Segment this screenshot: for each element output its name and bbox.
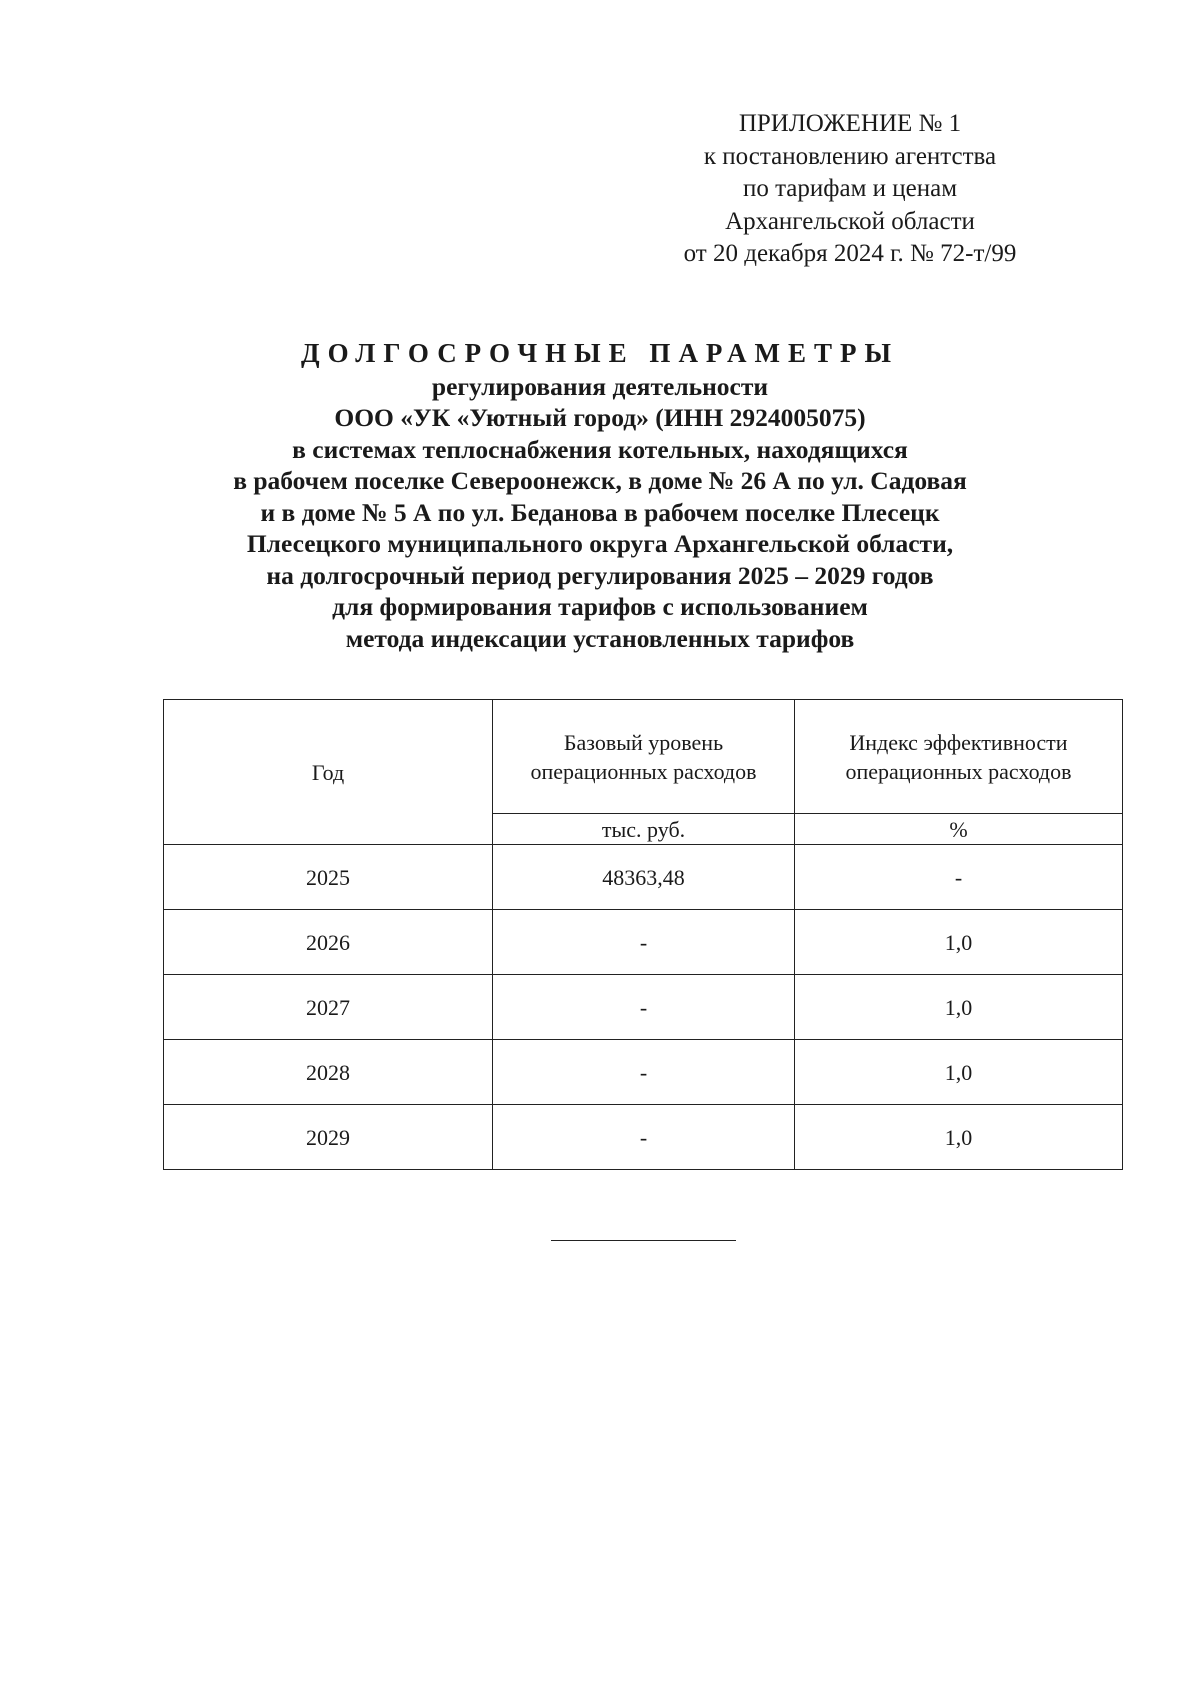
cell-base: - bbox=[493, 1040, 795, 1105]
page-title: ДОЛГОСРОЧНЫЕ ПАРАМЕТРЫ bbox=[301, 338, 899, 368]
table-row bbox=[164, 1040, 1123, 1105]
heading-line: метода индексации установленных тарифов bbox=[345, 623, 855, 653]
heading-line: на долгосрочный период регулирования 2025 – 2029 годов bbox=[266, 560, 934, 590]
appendix-agency: по тарифам и ценам bbox=[742, 175, 958, 202]
heading-line: в рабочем поселке Североонежск, в доме № 26 А по ул. Садовая bbox=[233, 466, 967, 495]
heading-line: регулирования деятельности bbox=[431, 371, 769, 401]
table-row bbox=[164, 1105, 1123, 1170]
appendix-number: ПРИЛОЖЕНИЕ № 1 bbox=[738, 110, 962, 137]
cell-index: 1,0 bbox=[795, 910, 1123, 975]
cell-base: - bbox=[493, 975, 795, 1040]
appendix-block bbox=[640, 108, 1060, 271]
appendix-date: от 20 декабря 2024 г. № 72-т/99 bbox=[683, 240, 1017, 267]
cell-base: 48363,48 bbox=[493, 845, 795, 910]
cell-index: - bbox=[795, 845, 1123, 910]
unit-base-level: тыс. руб. bbox=[493, 814, 795, 845]
cell-year: 2027 bbox=[164, 975, 493, 1040]
parameters-table-wrapper bbox=[163, 699, 1123, 1170]
header-efficiency-index: Индекс эффективности операционных расходов bbox=[795, 700, 1123, 814]
heading-line: Плесецкого муниципального округа Архангельской области, bbox=[246, 529, 954, 558]
cell-index: 1,0 bbox=[795, 975, 1123, 1040]
table-row bbox=[164, 845, 1123, 910]
parameters-table bbox=[163, 699, 1123, 1170]
cell-year: 2026 bbox=[164, 910, 493, 975]
header-year: Год bbox=[164, 700, 493, 845]
appendix-region: Архангельской области bbox=[725, 207, 975, 235]
cell-index: 1,0 bbox=[795, 1105, 1123, 1170]
cell-year: 2025 bbox=[164, 845, 493, 910]
cell-year: 2029 bbox=[164, 1105, 493, 1170]
cell-year: 2028 bbox=[164, 1040, 493, 1105]
table-row bbox=[164, 910, 1123, 975]
heading-line: для формирования тарифов с использованием bbox=[332, 592, 868, 621]
heading-line: ООО «УК «Уютный город» (ИНН 2924005075) bbox=[334, 403, 866, 432]
heading-line: и в доме № 5 А по ул. Беданова в рабочем поселке Плесецк bbox=[260, 497, 940, 527]
unit-index: % bbox=[795, 814, 1123, 845]
heading-line: в системах теплоснабжения котельных, находящихся bbox=[292, 434, 908, 464]
document-heading bbox=[150, 338, 1050, 654]
table-header-row bbox=[164, 700, 1123, 814]
end-divider bbox=[551, 1240, 736, 1241]
header-base-level: Базовый уровень операционных расходов bbox=[493, 700, 795, 814]
cell-base: - bbox=[493, 910, 795, 975]
table-row bbox=[164, 975, 1123, 1040]
cell-base: - bbox=[493, 1105, 795, 1170]
cell-index: 1,0 bbox=[795, 1040, 1123, 1105]
appendix-resolution: к постановлению агентства bbox=[703, 142, 997, 170]
